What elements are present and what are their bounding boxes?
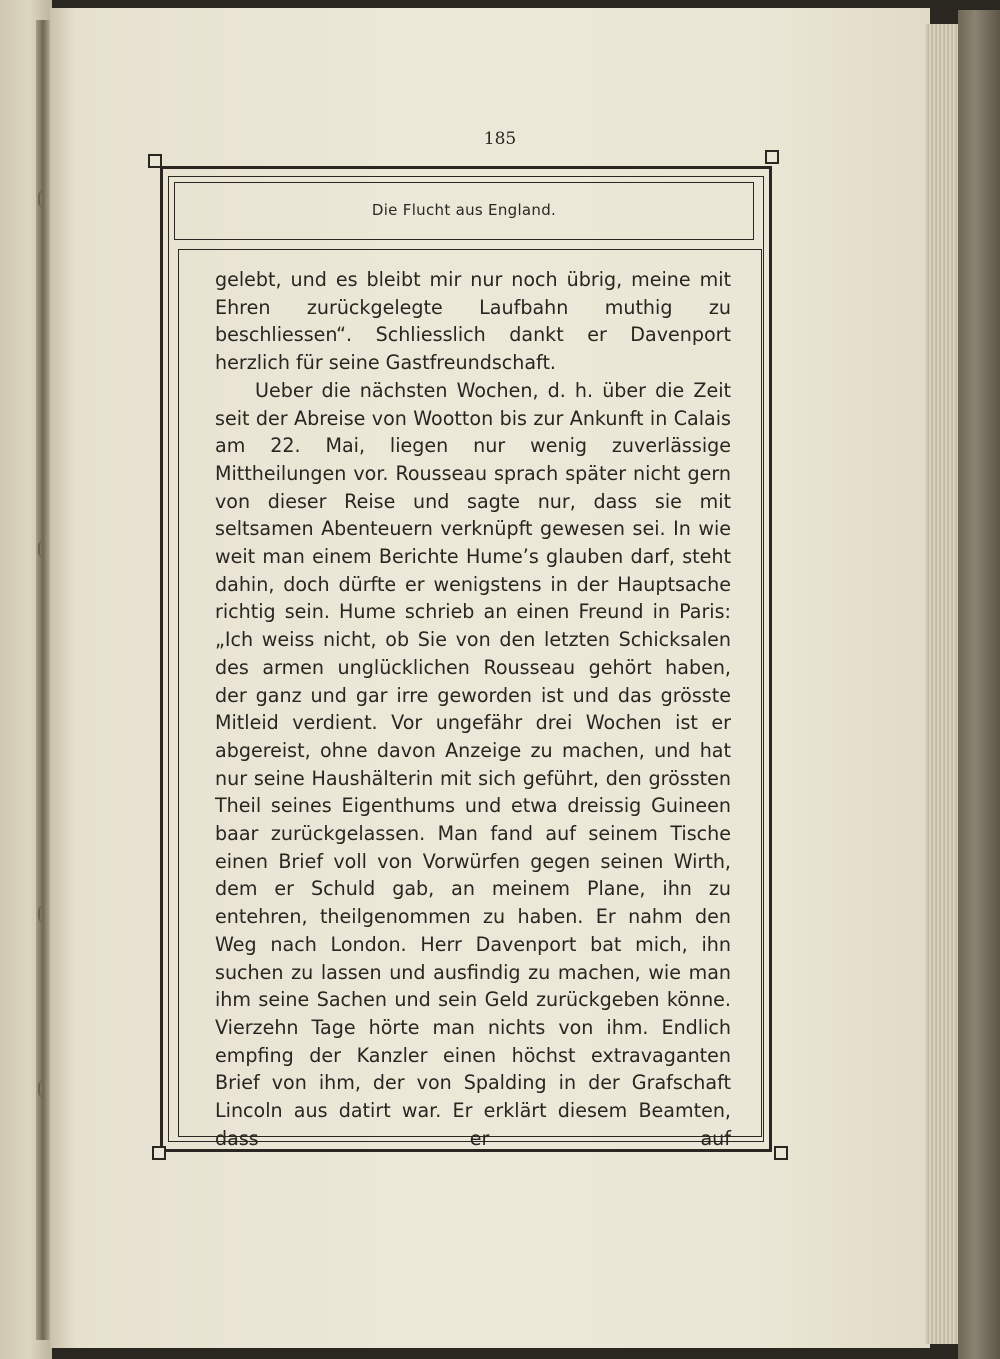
body-text <box>215 266 731 1153</box>
paragraph-2: Ueber die nächsten Wochen, d. h. über die Zeit seit der Abreise von Wootton bis zur Ankunft in Calais am 22. Mai, liegen nur wenig zuverlässige Mittheilungen vor. Rousseau sprach später nicht gern von dieser Reise und sagte nur, dass sie mit seltsamen Abenteuern verknüpft gewesen sei. In wie weit man einem Berichte Hume’s glauben darf, steht dahin, doch dürfte er wenigstens in der Hauptsache richtig sein. Hume schrieb an einen Freund in Paris: „Ich weiss nicht, ob Sie von den letzten Schicksalen des armen unglücklichen Rousseau gehört haben, der ganz und gar irre geworden ist und das grösste Mitleid verdient. Vor ungefähr drei Wochen ist er abgereist, ohne davon Anzeige zu machen, und hat nur seine Haushälterin mit sich geführt, den grössten Theil seines Eigenthums und etwa dreissig Guineen baar zurückgelassen. Man fand auf seinem Tische einen Brief voll von Vorwürfen gegen seinen Wirth, dem er Schuld gab, an meinem Plane, ihn zu entehren, theilgenommen zu haben. Er nahm den Weg nach London. Herr Davenport bat mich, ihn suchen zu lassen und ausfindig zu machen, wie man ihm seine Sachen und sein Geld zurückgeben könne. Vierzehn Tage hörte man nichts von ihm. Endlich empfing der Kanzler einen höchst extravaganten Brief von ihm, der von Spalding in der Grafschaft Lincoln aus datirt war. Er erklärt diesem Beamten, dass er auf <box>215 378 731 1150</box>
frame-corner-bottom-right <box>774 1146 788 1160</box>
book-gutter <box>36 20 50 1340</box>
paragraph-1: gelebt, und es bleibt mir nur noch übrig, meine mit Ehren zurückgelegte Laufbahn muthig zu beschliessen“. Schliesslich dankt er Davenport herzlich für seine Gastfreundschaft. <box>215 268 731 375</box>
page-number: 185 <box>483 129 517 149</box>
frame-corner-bottom-left <box>152 1146 166 1160</box>
frame-corner-top-right <box>765 150 779 164</box>
frame-corner-top-left <box>148 154 162 168</box>
book-cover-edge <box>958 10 1000 1359</box>
running-head: Die Flucht aus England. <box>371 201 557 219</box>
